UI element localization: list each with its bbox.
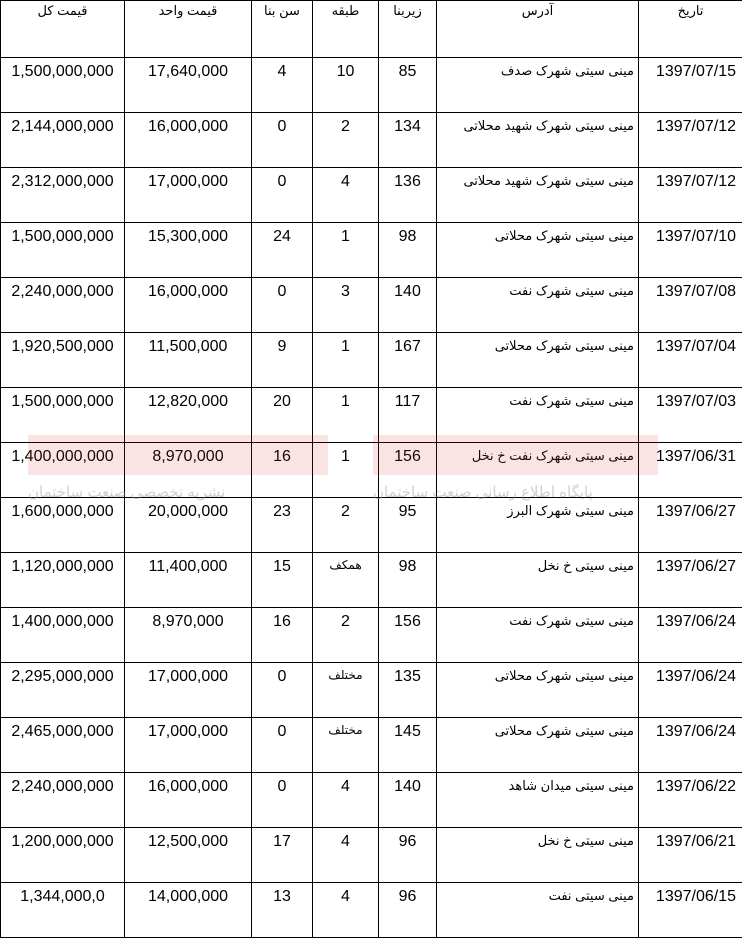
- cell-area: 136: [379, 168, 437, 223]
- cell-area: 98: [379, 223, 437, 278]
- cell-date: 1397/06/31: [639, 443, 742, 498]
- cell-address: مینی سیتی خ نخل: [437, 828, 639, 883]
- cell-unit-price: 17,000,000: [125, 168, 252, 223]
- cell-unit-price: 11,500,000: [125, 333, 252, 388]
- cell-date: 1397/06/24: [639, 663, 742, 718]
- cell-total-price: 1,400,000,000: [1, 608, 125, 663]
- cell-age: 0: [252, 113, 313, 168]
- cell-address: مینی سیتی شهرک صدف: [437, 58, 639, 113]
- table-row: [1, 773, 742, 828]
- header-area: زیربنا: [379, 1, 437, 58]
- cell-total-price: 1,500,000,000: [1, 223, 125, 278]
- cell-unit-price: 12,500,000: [125, 828, 252, 883]
- table-body: [1, 58, 742, 938]
- cell-floor: 1: [313, 443, 379, 498]
- cell-area: 96: [379, 828, 437, 883]
- cell-address: مینی سیتی شهرک نفت: [437, 278, 639, 333]
- header-floor: طبقه: [313, 1, 379, 58]
- cell-address: مینی سیتی شهرک شهید محلاتی: [437, 113, 639, 168]
- cell-address: مینی سیتی شهرک محلاتی: [437, 663, 639, 718]
- cell-date: 1397/07/15: [639, 58, 742, 113]
- cell-floor: مختلف: [313, 663, 379, 718]
- header-date: تاریخ: [639, 1, 742, 58]
- cell-address: مینی سیتی شهرک البرز: [437, 498, 639, 553]
- cell-total-price: 1,200,000,000: [1, 828, 125, 883]
- cell-total-price: 1,120,000,000: [1, 553, 125, 608]
- cell-floor: 1: [313, 223, 379, 278]
- cell-age: 16: [252, 608, 313, 663]
- cell-area: 85: [379, 58, 437, 113]
- cell-area: 140: [379, 773, 437, 828]
- cell-date: 1397/07/03: [639, 388, 742, 443]
- cell-floor: همکف: [313, 553, 379, 608]
- table-header: [1, 1, 742, 58]
- cell-unit-price: 17,000,000: [125, 663, 252, 718]
- cell-address: مینی سیتی شهرک نفت: [437, 608, 639, 663]
- cell-address: مینی سیتی شهرک محلاتی: [437, 333, 639, 388]
- cell-age: 9: [252, 333, 313, 388]
- cell-area: 134: [379, 113, 437, 168]
- cell-area: 140: [379, 278, 437, 333]
- cell-area: 96: [379, 883, 437, 938]
- header-row: [1, 1, 742, 58]
- cell-date: 1397/07/12: [639, 113, 742, 168]
- cell-date: 1397/07/12: [639, 168, 742, 223]
- cell-unit-price: 20,000,000: [125, 498, 252, 553]
- cell-total-price: 2,240,000,000: [1, 278, 125, 333]
- table-row: [1, 718, 742, 773]
- cell-area: 98: [379, 553, 437, 608]
- cell-date: 1397/06/27: [639, 553, 742, 608]
- cell-unit-price: 11,400,000: [125, 553, 252, 608]
- cell-date: 1397/07/08: [639, 278, 742, 333]
- cell-age: 0: [252, 663, 313, 718]
- cell-age: 13: [252, 883, 313, 938]
- cell-address: مینی سیتی شهرک محلاتی: [437, 718, 639, 773]
- table-row: [1, 168, 742, 223]
- cell-floor: 2: [313, 113, 379, 168]
- cell-date: 1397/06/27: [639, 498, 742, 553]
- cell-total-price: 1,500,000,000: [1, 388, 125, 443]
- cell-age: 15: [252, 553, 313, 608]
- watermark-tagline-right: پایگاه اطلاع رسانی صنعت ساختمان: [373, 483, 593, 501]
- cell-date: 1397/06/24: [639, 718, 742, 773]
- cell-floor: 4: [313, 168, 379, 223]
- cell-date: 1397/07/10: [639, 223, 742, 278]
- cell-area: 117: [379, 388, 437, 443]
- cell-address: مینی سیتی شهرک شهید محلاتی: [437, 168, 639, 223]
- cell-area: 156: [379, 608, 437, 663]
- cell-address: مینی سیتی شهرک نفت خ نخل: [437, 443, 639, 498]
- cell-floor: مختلف: [313, 718, 379, 773]
- cell-unit-price: 16,000,000: [125, 113, 252, 168]
- cell-age: 0: [252, 773, 313, 828]
- cell-address: مینی سیتی شهرک نفت: [437, 388, 639, 443]
- cell-total-price: 2,144,000,000: [1, 113, 125, 168]
- cell-date: 1397/06/15: [639, 883, 742, 938]
- cell-total-price: 2,312,000,000: [1, 168, 125, 223]
- cell-unit-price: 12,820,000: [125, 388, 252, 443]
- header-unit-price: قیمت واحد: [125, 1, 252, 58]
- cell-address: مینی سیتی نفت: [437, 883, 639, 938]
- cell-date: 1397/06/22: [639, 773, 742, 828]
- watermark-tagline-left: نشریه تخصصی صنعت ساختمان: [28, 483, 225, 501]
- table-row: [1, 828, 742, 883]
- cell-unit-price: 15,300,000: [125, 223, 252, 278]
- table-row: [1, 278, 742, 333]
- cell-area: 135: [379, 663, 437, 718]
- cell-unit-price: 8,970,000: [125, 608, 252, 663]
- cell-total-price: 1,920,500,000: [1, 333, 125, 388]
- cell-total-price: 2,465,000,000: [1, 718, 125, 773]
- table-row: [1, 443, 742, 498]
- cell-floor: 1: [313, 333, 379, 388]
- cell-address: مینی سیتی میدان شاهد: [437, 773, 639, 828]
- header-total-price: قیمت کل: [1, 1, 125, 58]
- cell-unit-price: 14,000,000: [125, 883, 252, 938]
- cell-total-price: 1,500,000,000: [1, 58, 125, 113]
- cell-age: 0: [252, 278, 313, 333]
- cell-age: 24: [252, 223, 313, 278]
- table-row: [1, 333, 742, 388]
- cell-area: 145: [379, 718, 437, 773]
- cell-floor: 4: [313, 773, 379, 828]
- cell-floor: 10: [313, 58, 379, 113]
- cell-address: مینی سیتی شهرک محلاتی: [437, 223, 639, 278]
- table-row: [1, 608, 742, 663]
- cell-area: 156: [379, 443, 437, 498]
- table-row: [1, 223, 742, 278]
- cell-age: 0: [252, 168, 313, 223]
- table-row: [1, 498, 742, 553]
- cell-total-price: 1,344,000,0: [1, 883, 125, 938]
- cell-age: 23: [252, 498, 313, 553]
- table-row: [1, 883, 742, 938]
- cell-unit-price: 17,000,000: [125, 718, 252, 773]
- cell-floor: 2: [313, 608, 379, 663]
- cell-total-price: 1,600,000,000: [1, 498, 125, 553]
- cell-age: 16: [252, 443, 313, 498]
- cell-unit-price: 16,000,000: [125, 773, 252, 828]
- table-row: [1, 663, 742, 718]
- cell-age: 17: [252, 828, 313, 883]
- cell-total-price: 2,240,000,000: [1, 773, 125, 828]
- cell-age: 0: [252, 718, 313, 773]
- cell-floor: 2: [313, 498, 379, 553]
- cell-total-price: 1,400,000,000: [1, 443, 125, 498]
- cell-area: 95: [379, 498, 437, 553]
- cell-floor: 4: [313, 883, 379, 938]
- cell-age: 20: [252, 388, 313, 443]
- cell-floor: 3: [313, 278, 379, 333]
- table-row: [1, 58, 742, 113]
- cell-unit-price: 8,970,000: [125, 443, 252, 498]
- cell-unit-price: 16,000,000: [125, 278, 252, 333]
- table-row: [1, 113, 742, 168]
- table-row: [1, 553, 742, 608]
- cell-address: مینی سیتی خ نخل: [437, 553, 639, 608]
- header-age: سن بنا: [252, 1, 313, 58]
- cell-date: 1397/06/21: [639, 828, 742, 883]
- cell-date: 1397/07/04: [639, 333, 742, 388]
- header-address: آدرس: [437, 1, 639, 58]
- cell-floor: 1: [313, 388, 379, 443]
- cell-area: 167: [379, 333, 437, 388]
- cell-total-price: 2,295,000,000: [1, 663, 125, 718]
- table-row: [1, 388, 742, 443]
- cell-date: 1397/06/24: [639, 608, 742, 663]
- cell-unit-price: 17,640,000: [125, 58, 252, 113]
- cell-age: 4: [252, 58, 313, 113]
- cell-floor: 4: [313, 828, 379, 883]
